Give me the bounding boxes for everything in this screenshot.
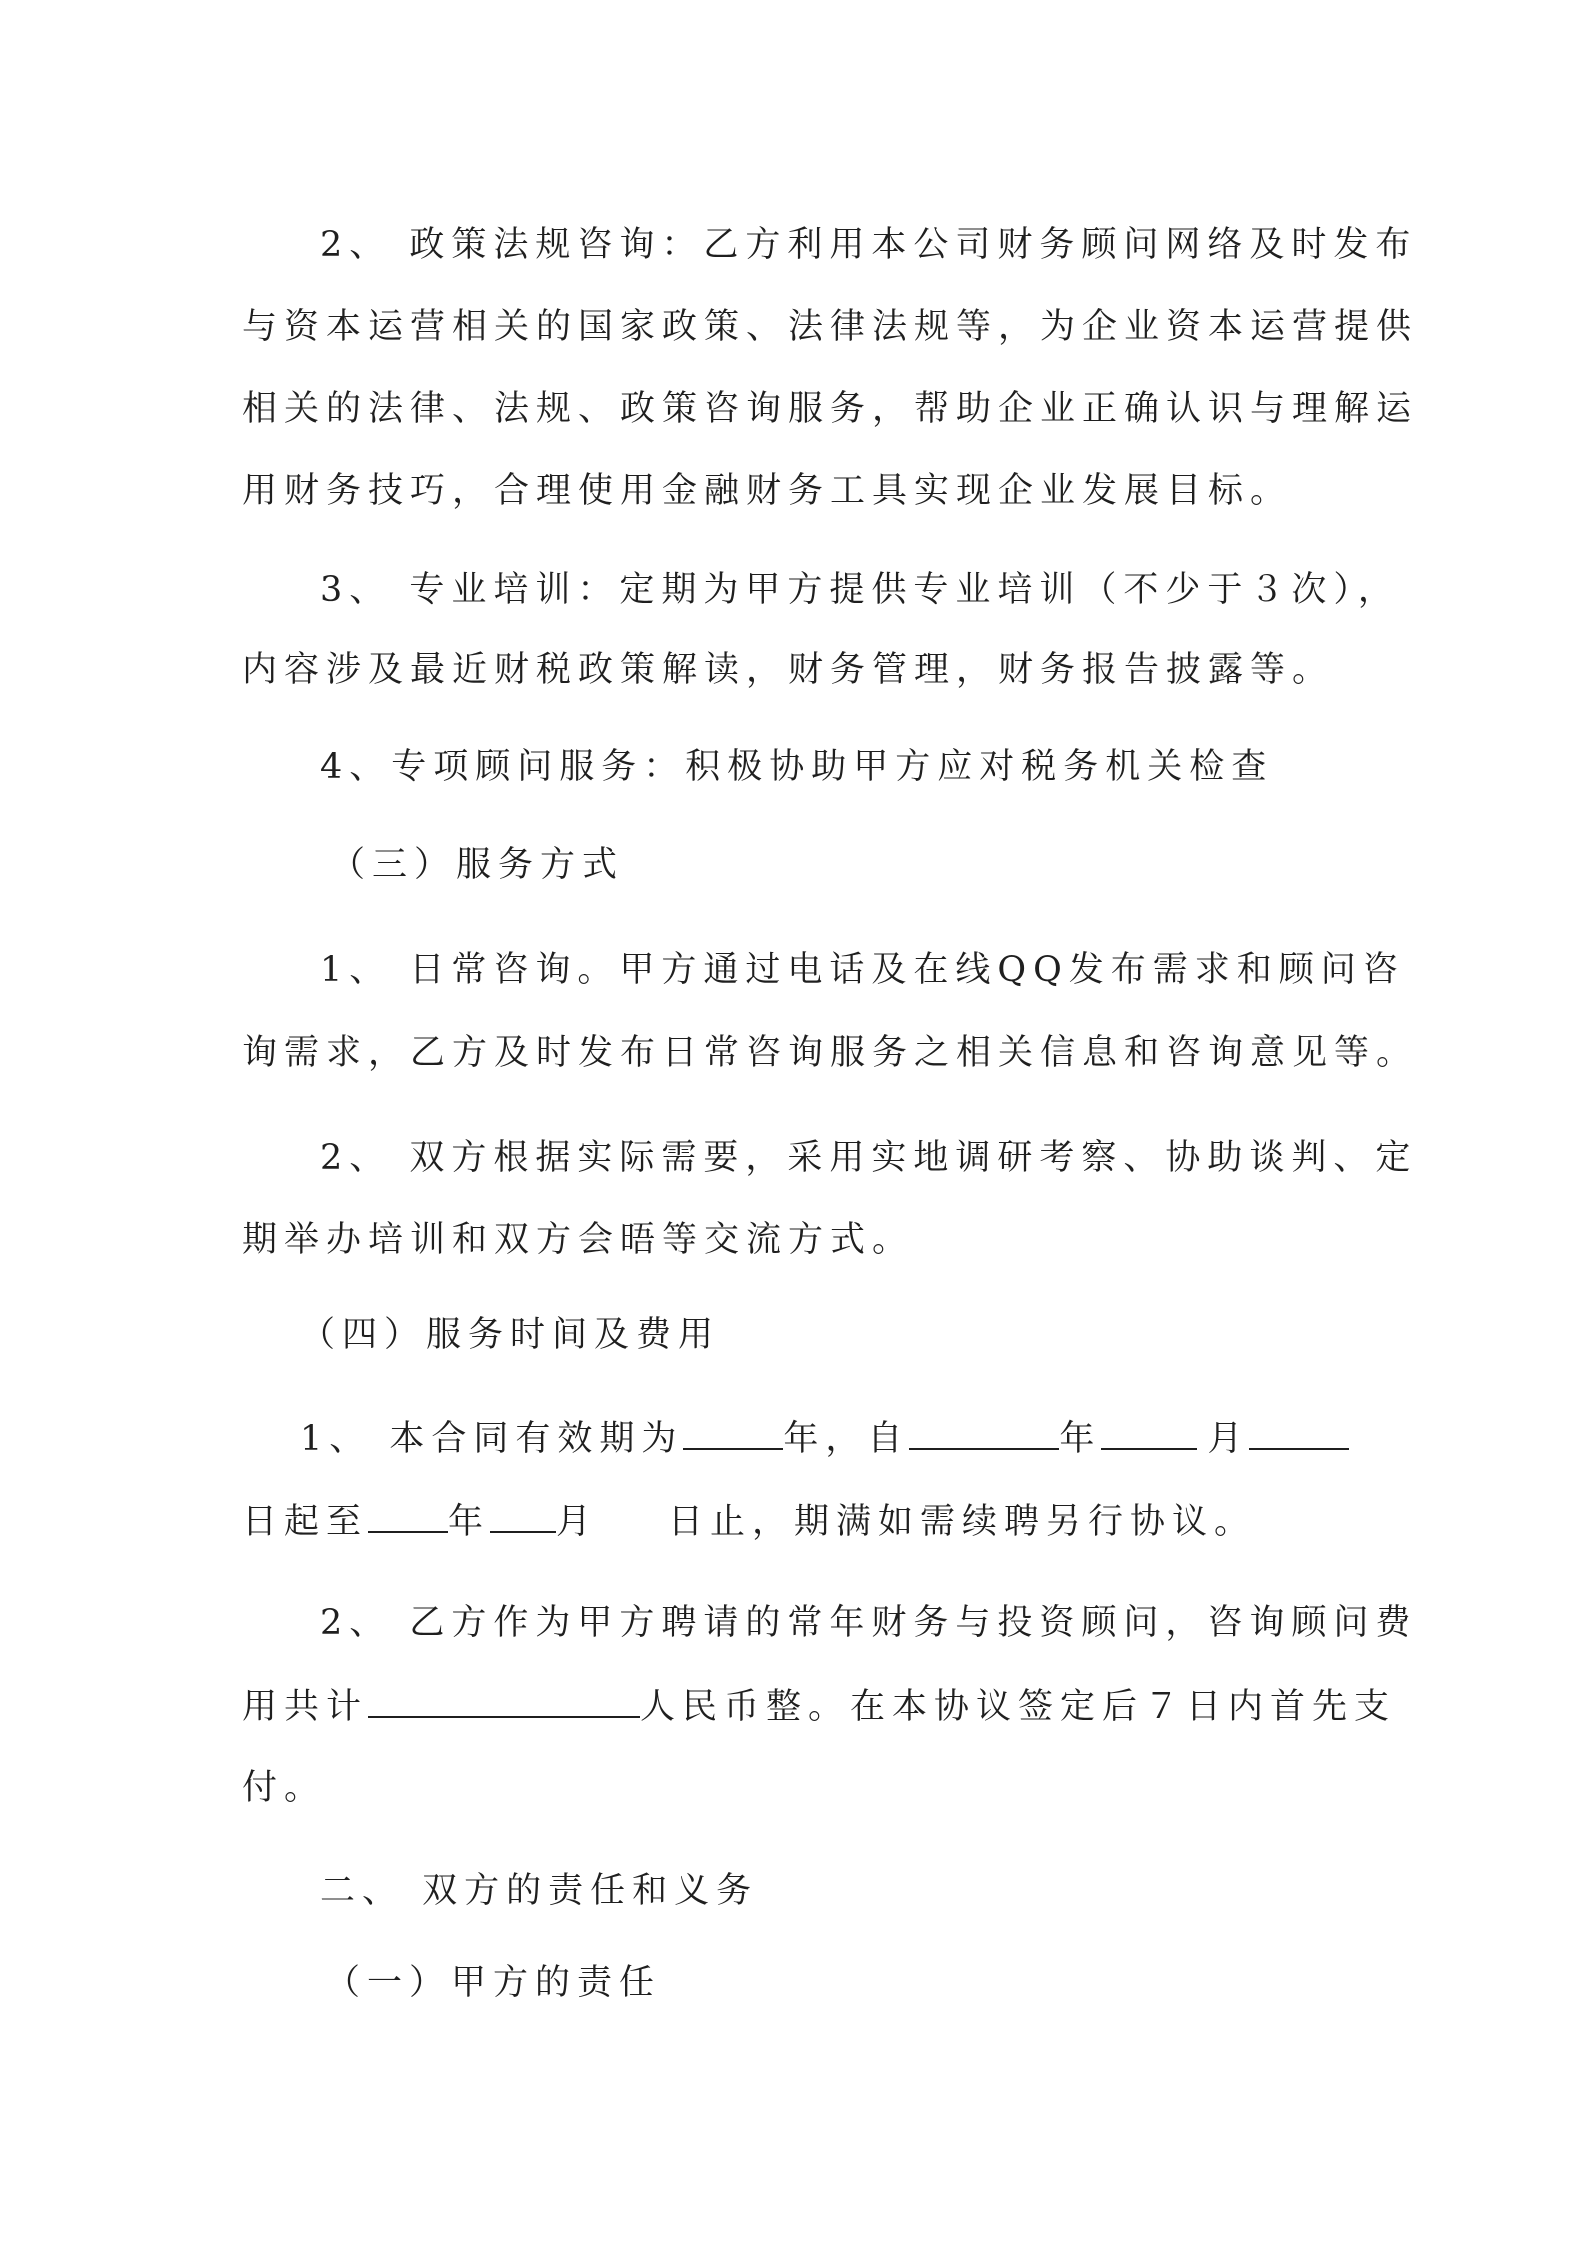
section-3-heading: （三）服务方式 (330, 845, 625, 885)
start-year-blank[interactable] (909, 1412, 1059, 1450)
fee-line-1: 2、 乙方作为甲方聘请的常年财务与投资顾问，咨询顾问费 (320, 1603, 1418, 1643)
validity-line-1 (300, 1412, 1349, 1464)
end-year-blank[interactable] (368, 1495, 448, 1533)
policy-item-line-2: 与资本运营相关的国家政策、法律法规等，为企业资本运营提供 (242, 307, 1419, 347)
years-blank[interactable] (683, 1412, 783, 1450)
fee-line-3: 付。 (242, 1768, 327, 1808)
policy-item-line-1: 2、 政策法规咨询：乙方利用本公司财务顾问网络及时发布 (320, 225, 1418, 265)
training-item-line-1: 3、 专业培训：定期为甲方提供专业培训（不少于３次）， (320, 570, 1400, 610)
exchange-methods-line-2: 期举办培训和双方会晤等交流方式。 (242, 1220, 915, 1260)
section-4-heading: （四）服务时间及费用 (300, 1315, 721, 1355)
validity-line-2 (242, 1495, 1256, 1547)
validity-text-3: 年 (1059, 1419, 1102, 1459)
validity-text-7: 月 (556, 1502, 599, 1542)
start-month-blank[interactable] (1101, 1412, 1197, 1450)
daily-consulting-line-2: 询需求，乙方及时发布日常咨询服务之相关信息和咨询意见等。 (242, 1033, 1419, 1073)
validity-text-2: 年，自 (783, 1419, 910, 1459)
daily-consulting-line-1: 1、 日常咨询。甲方通过电话及在线QQ发布需求和顾问咨 (320, 950, 1405, 990)
exchange-methods-line-1: 2、 双方根据实际需要，采用实地调研考察、协助谈判、定 (320, 1138, 1418, 1178)
fee-line-2 (242, 1680, 1396, 1732)
validity-text-8: 日止，期满如需续聘另行协议。 (668, 1502, 1257, 1542)
validity-text-6: 年 (448, 1502, 491, 1542)
training-item-line-2: 内容涉及最近财税政策解读，财务管理，财务报告披露等。 (242, 650, 1335, 690)
end-month-blank[interactable] (490, 1495, 556, 1533)
fee-amount-blank[interactable] (368, 1680, 640, 1718)
fee-text-1: 用共计 (242, 1687, 369, 1727)
validity-text-4: 月 (1207, 1419, 1250, 1459)
special-advisory-line: 4、专项顾问服务：积极协助甲方应对税务机关检查 (320, 747, 1274, 787)
validity-text-1: 1、 本合同有效期为 (300, 1419, 684, 1459)
validity-text-5: 日起至 (242, 1502, 369, 1542)
party-a-responsibility-heading: （一）甲方的责任 (325, 1963, 662, 2003)
policy-item-line-4: 用财务技巧，合理使用金融财务工具实现企业发展目标。 (242, 471, 1293, 511)
part-2-heading: 二、 双方的责任和义务 (320, 1871, 759, 1911)
fee-text-2: 人民币整。在本协议签定后７日内首先支 (640, 1687, 1397, 1727)
start-day-blank[interactable] (1249, 1412, 1349, 1450)
policy-item-line-3: 相关的法律、法规、政策咨询服务，帮助企业正确认识与理解运 (242, 389, 1419, 429)
